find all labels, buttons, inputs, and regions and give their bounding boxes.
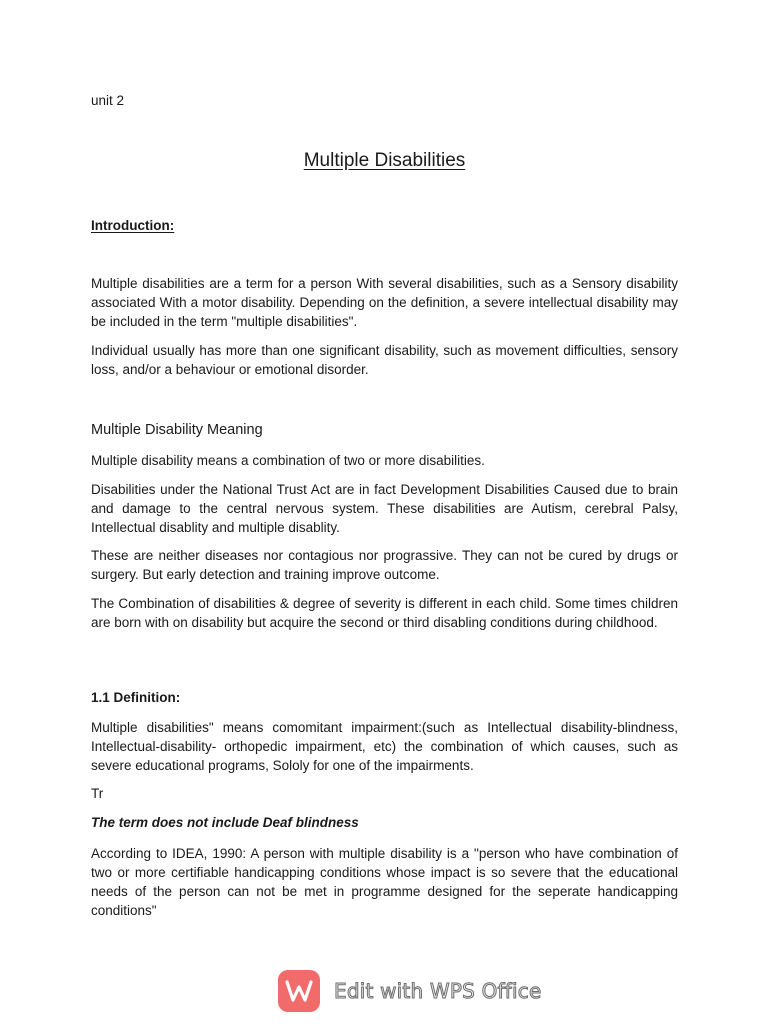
stray-text: Tr [91,786,104,801]
meaning-paragraph-1: Multiple disability means a combination of two or more disabilities. [91,453,485,468]
intro-paragraph-1: Multiple disabilities are a term for a person With several disabilities, such as a Sensory disability associated With a motor disability. Depending on the definition, a severe intellectual disability may be included in the term "multiple disabilities". [91,276,678,329]
definition-paragraph: Multiple disabilities" means comomitant impairment:(such as Intellectual disability-blindness, Intellectual-disability- orthopedic impairment, etc) the combination of which causes, such as severe educational programs, Sololy for one of the impairments. [91,720,678,773]
wps-watermark [278,970,541,1012]
meaning-paragraph-2: Disabilities under the National Trust Act are in fact Development Disabilities Caused due to brain and damage to the central nervous system. These disabilities are Autism, cerebral Palsy, Intellectual disablity and multiple disablity. [91,482,678,535]
meaning-paragraph-3: These are neither diseases nor contagious nor prograssive. They can not be cured by drugs or surgery. But early detection and training improve outcome. [91,548,678,582]
document-title: Multiple Disabilities [303,150,466,171]
idea-paragraph: According to IDEA, 1990: A person with multiple disability is a "person who have combination of two or more certifiable handicapping conditions whose impact is so severe that the educational needs of the person can not be met in programme designed for the seperate handicapping conditions" [91,846,678,918]
introduction-heading: Introduction: [91,218,175,233]
definition-heading: 1.1 Definition: [91,690,181,705]
meaning-paragraph-4: The Combination of disabilities & degree of severity is different in each child. Some times children are born with on disability but acquire the second or third disabling conditions during childhood. [91,596,678,630]
deaf-blindness-note: The term does not include Deaf blindness [91,815,359,830]
wps-watermark-text: Edit with WPS Office [334,979,542,1003]
meaning-heading: Multiple Disability Meaning [91,422,263,438]
wps-logo-icon [278,970,320,1012]
intro-paragraph-2: Individual usually has more than one significant disability, such as movement difficulties, sensory loss, and/or a behaviour or emotional disorder. [91,343,678,377]
unit-label: unit 2 [91,93,125,108]
